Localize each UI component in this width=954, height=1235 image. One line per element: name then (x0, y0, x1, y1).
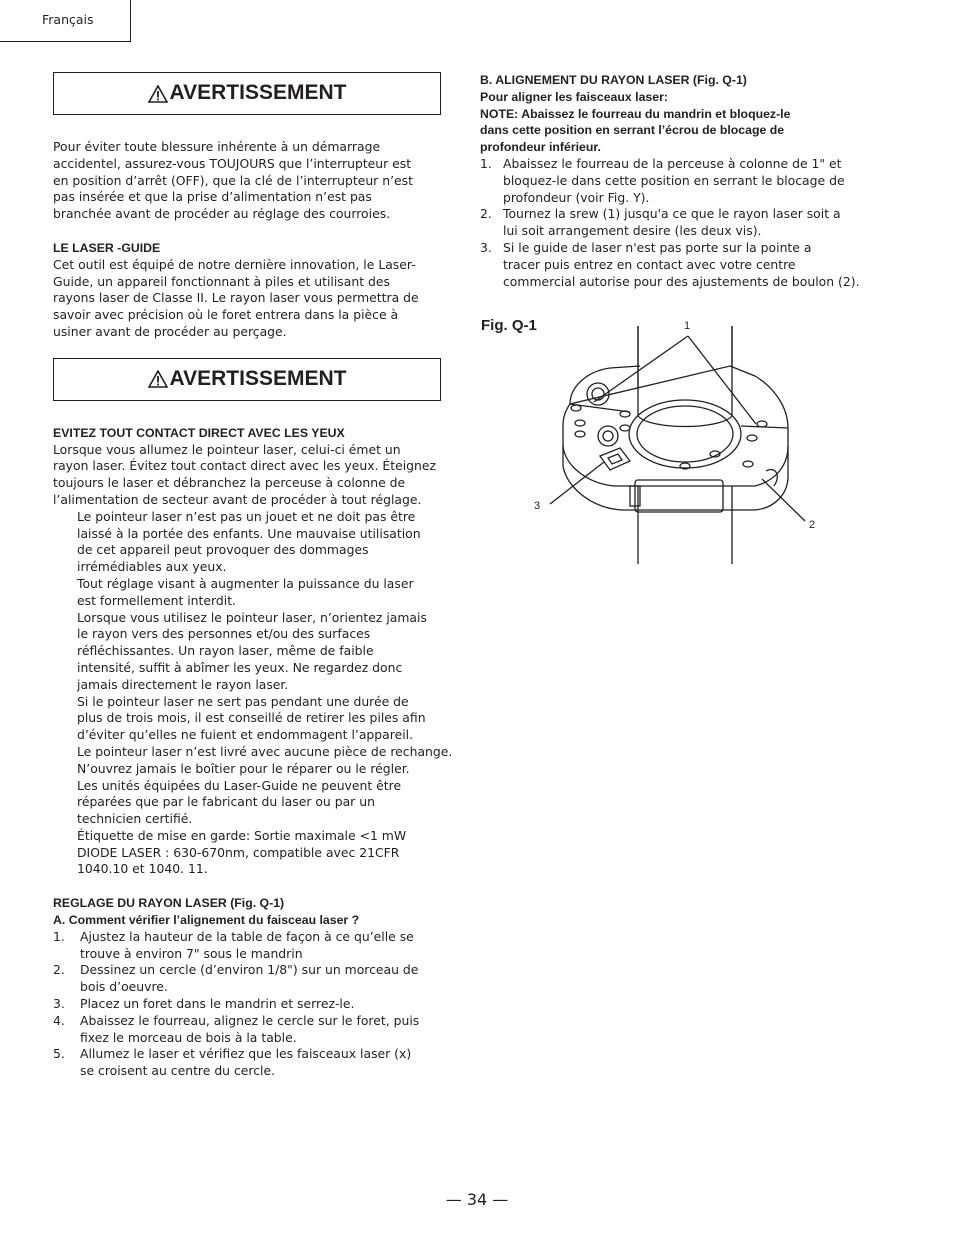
eyes-indented-line: N’ouvrez jamais le boîtier pour le réparer ou le régler. (77, 760, 410, 776)
alignment-subheading: Pour aligner les faisceaux laser: (480, 89, 668, 104)
step-line: Abaissez le fourreau de la perceuse à colonne de 1" et (503, 155, 842, 171)
eyes-indented-block (53, 509, 463, 879)
step-number: 1. (480, 155, 492, 171)
step-number: 5. (53, 1046, 65, 1062)
eyes-line: l’alimentation de secteur avant de procéder à tout réglage. (53, 491, 422, 507)
intro-line: branchée avant de procéder au réglage des courroies. (53, 206, 391, 222)
language-label: Français (42, 12, 94, 27)
language-tab (0, 0, 131, 42)
step-line: bloquez-le dans cette position en serrant le blocage de (503, 172, 845, 188)
eyes-heading: EVITEZ TOUT CONTACT DIRECT AVEC LES YEUX (53, 425, 345, 440)
reglage-steps (53, 929, 463, 1080)
step-number: 3. (480, 239, 492, 255)
eyes-indented-line: plus de trois mois, il est conseillé de retirer les piles afin (77, 710, 426, 726)
step-line: commercial autorise pour des ajustements de boulon (2). (503, 273, 860, 289)
left-column (53, 72, 463, 1080)
step-line: lui soit arrangement desire (les deux vis). (503, 223, 762, 239)
step-line: fixez le morceau de bois à la table. (80, 1029, 297, 1045)
laser-guide-line: Guide, un appareil fonctionnant à piles et utilisant des (53, 273, 390, 289)
step-number: 2. (53, 962, 65, 978)
step-line: Si le guide de laser n'est pas porte sur la pointe a (503, 239, 812, 255)
note-line: NOTE: Abaissez le fourreau du mandrin et bloquez-le (480, 106, 791, 121)
eyes-indented-line: d’éviter qu’elles ne fuient et endommagent l’appareil. (77, 727, 414, 743)
eyes-indented-line: est formellement interdit. (77, 592, 236, 608)
laser-guide-line: rayons laser de Classe II. Le rayon laser vous permettra de (53, 290, 419, 306)
intro-paragraph (53, 139, 463, 223)
reglage-section (53, 895, 463, 1080)
eyes-line: toujours le laser et débranchez la perceuse à colonne de (53, 475, 406, 491)
laser-housing-drawing (530, 316, 830, 566)
intro-line: accidentel, assurez-vous TOUJOURS que l’interrupteur est (53, 155, 412, 171)
laser-guide-line: usiner avant de procéder au perçage. (53, 323, 287, 339)
warning-box-2 (53, 358, 441, 401)
list-item (53, 1013, 463, 1047)
step-line: trouve à environ 7" sous le mandrin (80, 945, 303, 961)
callout-3: 3 (534, 500, 541, 512)
eyes-indented-line: Les unités équipées du Laser-Guide ne peuvent être (77, 777, 402, 793)
step-number: 2. (480, 206, 492, 222)
eyes-indented-line: réparées que par le fabricant du laser ou par un (77, 794, 375, 810)
laser-guide-line: savoir avec précision où le foret entrera dans la pièce à (53, 307, 399, 323)
intro-line: en position d’arrêt (OFF), que la clé de l’interrupteur n’est (53, 172, 413, 188)
callout-1: 1 (684, 320, 691, 332)
right-column (480, 72, 890, 290)
figure-title: Fig. Q-1 (481, 317, 537, 334)
list-item (480, 156, 890, 206)
eyes-indented-line: Étiquette de mise en garde: Sortie maximale <1 mW (77, 827, 407, 843)
intro-line: Pour éviter toute blessure inhérente à un démarrage (53, 139, 381, 154)
laser-guide-heading: LE LASER -GUIDE (53, 240, 161, 255)
intro-line: pas insérée et que la prise d’alimentation n’est pas (53, 189, 372, 205)
step-line: Placez un foret dans le mandrin et serrez-le. (80, 996, 355, 1012)
page-number: — 34 — (445, 1190, 509, 1209)
alignment-heading: B. ALIGNEMENT DU RAYON LASER (Fig. Q-1) (480, 73, 747, 87)
step-line: Ajustez la hauteur de la table de façon à ce qu’elle se (80, 928, 414, 944)
eyes-line: Lorsque vous allumez le pointeur laser, celui-ci émet un (53, 441, 401, 457)
reglage-heading: REGLAGE DU RAYON LASER (Fig. Q-1) (53, 896, 285, 911)
eyes-indented-line: Tout réglage visant à augmenter la puissance du laser (77, 575, 414, 591)
eyes-indented-line: irrémédiables aux yeux. (77, 559, 227, 575)
callout-2: 2 (809, 519, 816, 531)
warning-title-1: AVERTISSEMENT (169, 81, 347, 105)
eyes-indented-line: de cet appareil peut provoquer des dommages (77, 542, 369, 558)
warning-triangle-icon (148, 85, 168, 103)
step-number: 3. (53, 996, 65, 1012)
eyes-indented-line: réfléchissantes. Un rayon laser, même de faible (77, 643, 374, 659)
eyes-indented-line: Si le pointeur laser ne sert pas pendant une durée de (77, 693, 409, 709)
step-line: Allumez le laser et vérifiez que les faisceaux laser (x) (80, 1046, 412, 1062)
eyes-indented-line: intensité, suffit à abîmer les yeux. Ne regardez donc (77, 659, 403, 675)
warning-title-2: AVERTISSEMENT (169, 366, 347, 390)
eyes-indented-line: 1040.10 et 1040. 11. (77, 861, 208, 877)
eyes-indented-line: DIODE LASER : 630-670nm, compatible avec 21CFR (77, 844, 400, 860)
step-line: tracer puis entrez en contact avec votre centre (503, 256, 796, 272)
eyes-section (53, 425, 463, 879)
eyes-indented-line: Lorsque vous utilisez le pointeur laser, n’orientez jamais (77, 609, 427, 625)
laser-guide-line: Cet outil est équipé de notre dernière innovation, le Laser- (53, 256, 416, 272)
eyes-indented-line: Le pointeur laser n’est pas un jouet et ne doit pas être (77, 508, 416, 524)
note-line: profondeur inférieur. (480, 140, 601, 155)
eyes-indented-line: technicien certifié. (77, 811, 193, 827)
step-line: Tournez la srew (1) jusqu'a ce que le rayon laser soit a (503, 206, 841, 222)
step-line: se croisent au centre du cercle. (80, 1063, 276, 1079)
list-item (53, 962, 463, 996)
eyes-indented-line: jamais directement le rayon laser. (77, 676, 289, 692)
list-item (53, 1046, 463, 1080)
list-item (480, 206, 890, 240)
step-number: 1. (53, 928, 65, 944)
list-item (480, 240, 890, 290)
step-line: profondeur (voir Fig. Y). (503, 189, 650, 205)
step-line: bois d’oeuvre. (80, 979, 168, 995)
step-line: Abaissez le fourreau, alignez le cercle sur le foret, puis (80, 1012, 420, 1028)
eyes-line: rayon laser. Évitez tout contact direct avec les yeux. Éteignez (53, 458, 437, 474)
laser-guide-section (53, 240, 463, 341)
step-line: Dessinez un cercle (d’environ 1/8") sur un morceau de (80, 962, 419, 978)
eyes-indented-line: laissé à la portée des enfants. Une mauvaise utilisation (77, 525, 421, 541)
list-item (53, 929, 463, 963)
step-number: 4. (53, 1012, 65, 1028)
note-line: dans cette position en serrant l’écrou de blocage de (480, 123, 785, 138)
warning-box-1 (53, 72, 441, 115)
alignment-steps (480, 156, 890, 290)
laser-guide-figure (530, 316, 830, 566)
warning-triangle-icon (148, 370, 168, 388)
reglage-subheading: A. Comment vérifier l’alignement du faisceau laser ? (53, 913, 360, 928)
eyes-indented-line: Le pointeur laser n’est livré avec aucune pièce de rechange. (77, 743, 453, 759)
eyes-indented-line: le rayon vers des personnes et/ou des surfaces (77, 626, 371, 642)
list-item (53, 996, 463, 1013)
